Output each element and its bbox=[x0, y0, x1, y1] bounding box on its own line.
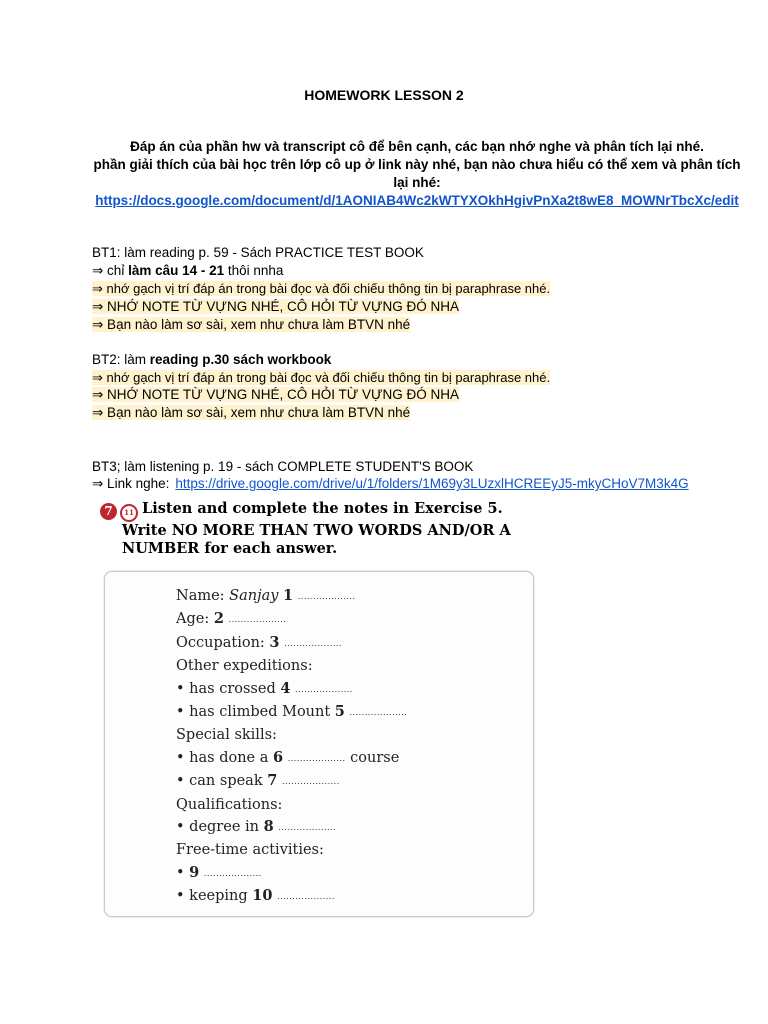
intro-line-1: Đáp án của phần hw và transcript cô để bên cạnh, các bạn nhớ nghe và phân tích lại nhé. bbox=[130, 139, 704, 154]
answer-blank: ................... bbox=[284, 638, 342, 648]
page-title: HOMEWORK LESSON 2 bbox=[304, 87, 464, 103]
bt2-note-2-text: ⇒ NHỚ NOTE TỪ VỰNG NHÉ, CÔ HỎI TỪ VỰNG ĐÓ NHA bbox=[92, 387, 460, 402]
exercise-number-badge: 7 bbox=[100, 503, 117, 520]
bt2-heading-bold: reading p.30 sách workbook bbox=[149, 352, 332, 367]
lesson-doc-link[interactable]: https://docs.google.com/document/d/1AONIAB4Wc2kWTYXOkhHgivPnXa2t8wE8_MOWNrTbcXc/edit bbox=[95, 193, 739, 208]
bt1-note-3 bbox=[92, 298, 459, 316]
note-number: 9 bbox=[189, 863, 200, 881]
note-label: • has crossed bbox=[176, 680, 281, 697]
bt2-heading bbox=[92, 351, 331, 369]
note-row bbox=[176, 885, 407, 908]
note-label: Occupation: bbox=[176, 634, 270, 651]
answer-blank: ................... bbox=[295, 684, 353, 694]
bt3-link-row bbox=[92, 475, 689, 493]
note-label: • degree in bbox=[176, 819, 264, 836]
note-row bbox=[176, 770, 407, 793]
bt1-note-4 bbox=[92, 316, 410, 334]
note-after: course bbox=[345, 749, 400, 766]
bt2-note-1 bbox=[92, 369, 550, 387]
exercise-instruction-2: Write NO MORE THAN TWO WORDS AND/OR A bbox=[122, 522, 511, 539]
note-label: Special skills: bbox=[176, 727, 277, 744]
note-label: • has done a bbox=[176, 749, 273, 766]
note-number: 7 bbox=[267, 772, 278, 790]
note-number: 4 bbox=[280, 679, 291, 697]
note-number: 8 bbox=[263, 818, 274, 836]
note-number: 5 bbox=[334, 703, 345, 721]
exercise-instruction-3: NUMBER for each answer. bbox=[122, 539, 338, 557]
note-label: Qualifications: bbox=[176, 796, 283, 813]
headphones-icon: 11 bbox=[120, 504, 138, 522]
bt2-note-2 bbox=[92, 386, 459, 404]
bt1-heading: BT1: làm reading p. 59 - Sách PRACTICE TEST BOOK bbox=[92, 245, 424, 260]
note-row bbox=[176, 701, 407, 724]
bt3-link-label: ⇒ Link nghe: bbox=[92, 476, 170, 491]
note-label: Age: bbox=[176, 611, 214, 628]
note-number: 2 bbox=[213, 610, 224, 628]
listening-folder-link[interactable]: https://drive.google.com/drive/u/1/folders/1M69y3LUzxlHCREEyJ5-mkyCHoV7M3k4G bbox=[175, 476, 689, 491]
answer-blank: ................... bbox=[203, 868, 262, 878]
bt1-note-2-text: ⇒ nhớ gạch vị trí đáp án trong bài đọc và đối chiếu thông tin bị paraphrase nhé. bbox=[92, 281, 551, 296]
bt2-note-3 bbox=[92, 404, 410, 422]
bt2-heading-prefix: BT2: làm bbox=[92, 352, 150, 367]
note-row bbox=[176, 678, 407, 701]
bt1-note-1-bold: làm câu 14 - 21 bbox=[128, 263, 225, 278]
note-number: 10 bbox=[252, 887, 273, 905]
note-row bbox=[176, 794, 407, 816]
bt1-note-4-text: ⇒ Bạn nào làm sơ sài, xem như chưa làm BTVN nhé bbox=[92, 317, 411, 332]
note-label: • keeping bbox=[176, 888, 253, 905]
note-number: 1 bbox=[283, 587, 294, 604]
note-label: Free-time activities: bbox=[176, 842, 324, 859]
note-row bbox=[176, 862, 407, 885]
bt1-note-1 bbox=[92, 262, 283, 280]
bt3-heading: BT3; làm listening p. 19 - sách COMPLETE STUDENT'S BOOK bbox=[92, 459, 474, 474]
bt1-note-3-text: ⇒ NHỚ NOTE TỪ VỰNG NHÉ, CÔ HỎI TỪ VỰNG ĐÓ NHA bbox=[92, 299, 460, 314]
note-label: • can speak bbox=[176, 773, 268, 790]
answer-blank: ................... bbox=[281, 777, 340, 787]
note-row bbox=[176, 747, 407, 770]
note-row bbox=[176, 724, 407, 746]
note-italic: Sanjay bbox=[229, 588, 279, 604]
note-row bbox=[176, 816, 407, 839]
note-number: 6 bbox=[273, 748, 284, 766]
answer-blank: ................... bbox=[228, 615, 287, 625]
notes-list bbox=[176, 585, 407, 909]
exercise-instruction-1: Listen and complete the notes in Exercise 5. bbox=[142, 500, 503, 517]
bt2-note-3-text: ⇒ Bạn nào làm sơ sài, xem như chưa làm BTVN nhé bbox=[92, 405, 411, 420]
answer-blank: ................... bbox=[349, 708, 408, 718]
answer-blank: ................... bbox=[297, 592, 356, 601]
bt2-note-1-text: ⇒ nhớ gạch vị trí đáp án trong bài đọc và đối chiếu thông tin bị paraphrase nhé. bbox=[92, 370, 551, 385]
answer-blank: ................... bbox=[287, 753, 346, 763]
note-label: • bbox=[176, 864, 190, 881]
note-number: 3 bbox=[269, 633, 280, 651]
intro-line-2: phần giải thích của bài học trên lớp cô up ở link này nhé, bạn nào chưa hiểu có thể xem và phân tích lại nhé: bbox=[93, 157, 741, 190]
note-label: • has climbed Mount bbox=[176, 704, 335, 721]
note-row bbox=[176, 839, 407, 861]
intro-block bbox=[92, 138, 742, 210]
note-row bbox=[176, 655, 407, 677]
note-row bbox=[176, 632, 407, 655]
bt1-note-1-suffix: thôi nnha bbox=[224, 263, 284, 278]
note-label: Other expeditions: bbox=[176, 658, 313, 675]
note-row bbox=[176, 585, 407, 608]
answer-blank: ................... bbox=[278, 823, 337, 833]
note-row bbox=[176, 608, 407, 631]
bt1-note-1-prefix: ⇒ chỉ bbox=[92, 263, 129, 278]
answer-blank: ................... bbox=[277, 892, 335, 902]
note-label: Name: bbox=[176, 588, 230, 604]
exercise-instructions bbox=[100, 500, 520, 557]
bt1-note-2 bbox=[92, 280, 550, 298]
